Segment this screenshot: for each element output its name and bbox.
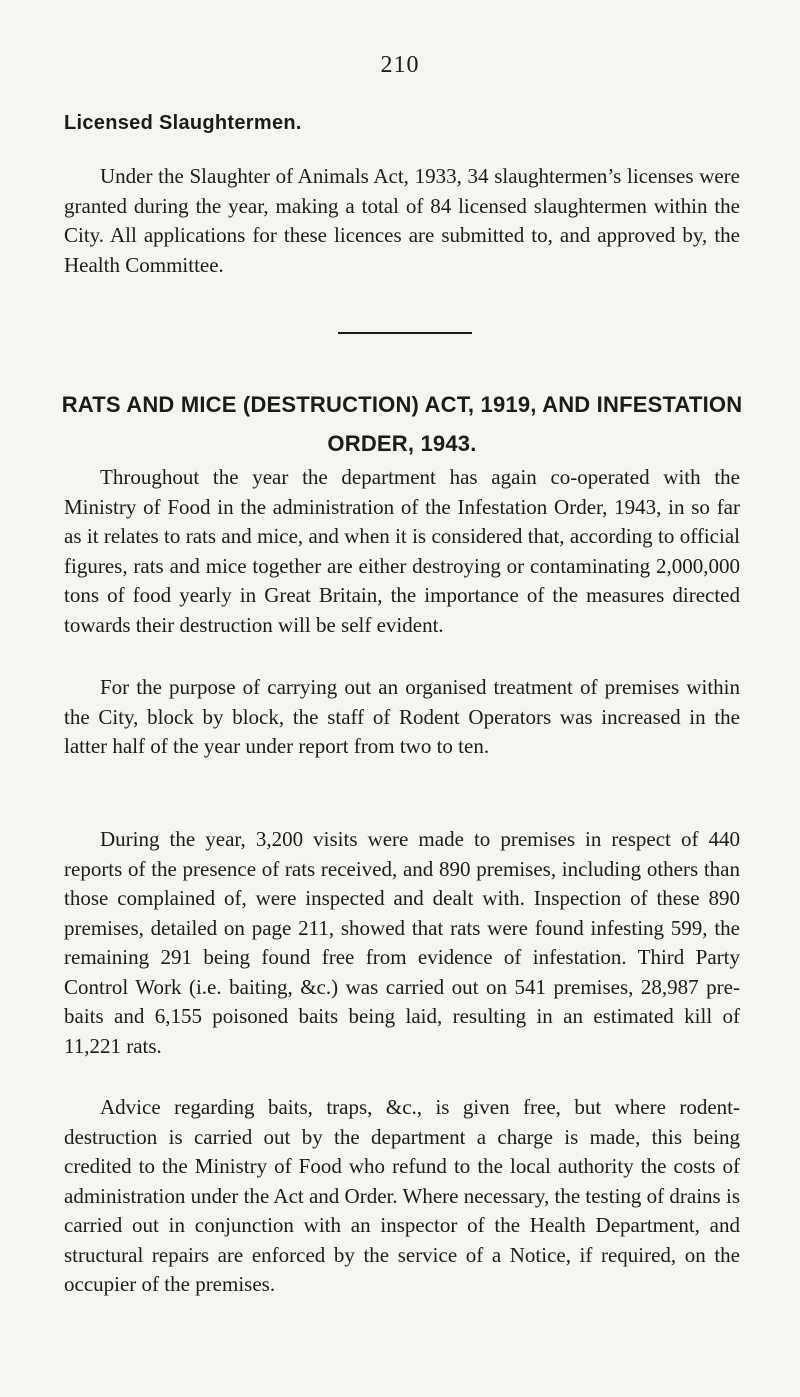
paragraph-rodent-operators [64,673,740,762]
main-heading-line-1: RATS AND MICE (DESTRUCTION) ACT, 1919, AND INFESTATION [61,392,743,417]
paragraph-slaughtermen [64,162,740,280]
paragraph-text: Under the Slaughter of Animals Act, 1933, 34 slaughtermen’s licenses were granted during the year, making a total of 84 licensed slaughtermen within the City. All applications for these licences are submitted to, and approved by, the Health Committee. [64,164,740,277]
paragraph-visits-inspections [64,825,740,1061]
section-heading-slaughtermen: Licensed Slaughtermen. [64,112,302,134]
main-heading-line-2: ORDER, 1943. [327,431,477,456]
paragraph-ministry-cooperation [64,463,740,640]
main-heading-rats-mice [60,385,744,463]
paragraph-text: For the purpose of carrying out an organised treatment of premises within the City, block by block, the staff of Rodent Operators was increased in the latter half of the year under report from two to ten. [64,675,740,758]
paragraph-advice-charges [64,1093,740,1300]
section-divider [338,332,472,334]
paragraph-text: Throughout the year the department has again co-operated with the Ministry of Food in the administration of the Infestation Order, 1943, in so far as it relates to rats and mice, and when it is considered that, according to official figures, rats and mice together are either destroying or contaminating 2,000,000 tons of food yearly in Great Britain, the importance of the measures directed towards their destruction will be self evident. [64,465,740,637]
paragraph-text: Advice regarding baits, traps, &c., is given free, but where rodent-destruction is carried out by the department a charge is made, this being credited to the Ministry of Food who refund to the local authority the costs of administration under the Act and Order. Where necessary, the testing of drains is carried out in conjunction with an inspector of the Health Department, and structural repairs are enforced by the service of a Notice, if required, on the occupier of the premises. [64,1095,740,1296]
page-number: 210 [380,52,420,78]
paragraph-text: During the year, 3,200 visits were made to premises in respect of 440 reports of the presence of rats received, and 890 premises, including others than those complained of, were inspected and dealt with. Inspection of these 890 premises, detailed on page 211, showed that rats were found infesting 599, the remaining 291 being found free from evidence of infestation. Third Party Control Work (i.e. baiting, &c.) was carried out on 541 premises, 28,987 pre-baits and 6,155 poisoned baits being laid, resulting in an estimated kill of 11,221 rats. [64,827,740,1058]
